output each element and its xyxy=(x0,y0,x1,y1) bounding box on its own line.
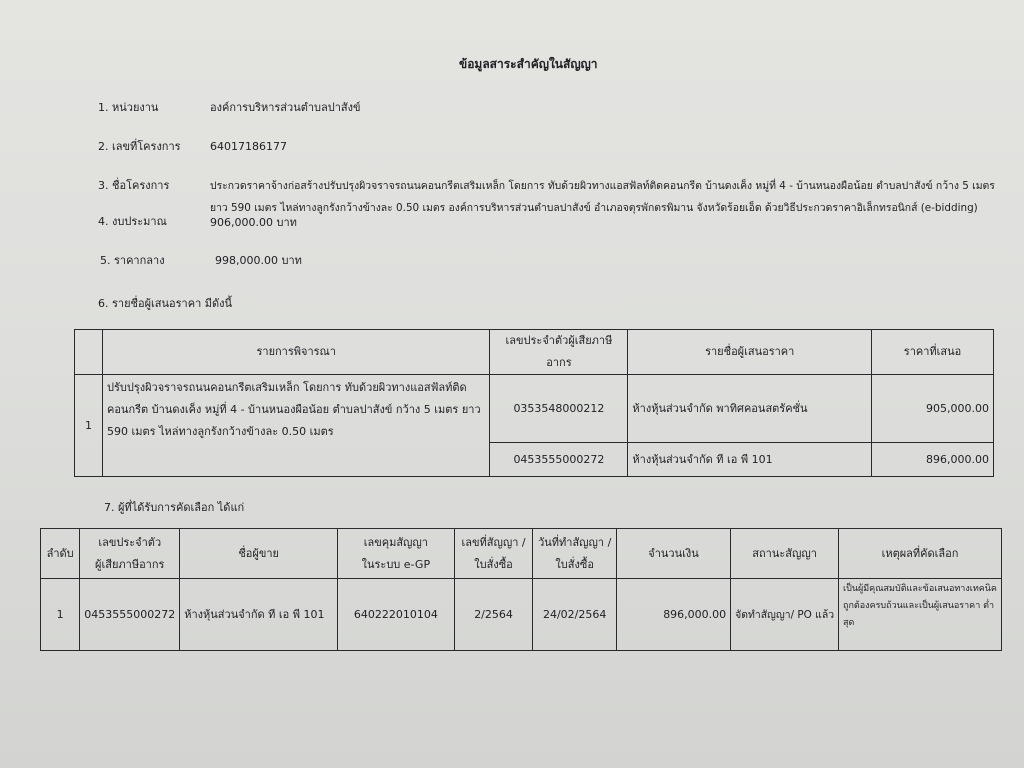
winner-contract-number: 2/2564 xyxy=(454,579,533,651)
item-description-line: 590 เมตร ไหล่ทางลูกรังกว้างข้างละ 0.50 เมตร xyxy=(106,425,334,438)
header-contract-date xyxy=(533,529,616,579)
field-value-project-name-line1: ประกวดราคาจ้างก่อสร้างปรับปรุงผิวจราจรถนนคอนกรีตเสริมเหล็ก โดยการ ทับด้วยผิวทางแอสฟัลท์ติดคอนกรีต บ้านดงเค็ง หมู่ที่ 4 - บ้านหนองผือน้อย ตำบลปาสังข์ กว้าง 5 เมตร xyxy=(210,180,995,192)
header-tax-id: เลขประจำตัวผู้เสียภาษีอากร xyxy=(490,330,628,375)
bidder-price: 896,000.00 xyxy=(872,443,994,477)
header-status: สถานะสัญญา xyxy=(731,529,839,579)
field-value-project-number: 64017186177 xyxy=(210,140,287,153)
winner-amount: 896,000.00 xyxy=(616,579,730,651)
bidder-name: ห้างหุ้นส่วนจำกัด ที เอ พี 101 xyxy=(628,443,872,477)
winner-table xyxy=(40,528,1002,651)
item-number: 1 xyxy=(75,375,103,477)
header-line: เลขที่สัญญา / xyxy=(461,535,526,549)
header-sequence: ลำดับ xyxy=(41,529,80,579)
header-item: รายการพิจารณา xyxy=(102,330,490,375)
bidder-tax-id: 0453555000272 xyxy=(490,443,628,477)
header-blank-cell xyxy=(75,330,103,375)
winner-tax-id: 0453555000272 xyxy=(80,579,180,651)
bidders-table-header xyxy=(75,330,994,375)
winner-contract-egp: 640222010104 xyxy=(338,579,455,651)
field-value-project-name-line2: ยาว 590 เมตร ไหล่ทางลูกรังกว้างข้างละ 0.50 เมตร องค์การบริหารส่วนตำบลปาสังข์ อำเภอจตุรพักตรพิมาน จังหวัดร้อยเอ็ด ด้วยวิธีประกวดราคาอิเล็กทรอนิกส์ (e-bidding) xyxy=(210,202,978,214)
winner-heading: 7. ผู้ที่ได้รับการคัดเลือก ได้แก่ xyxy=(104,501,245,514)
header-bidder-name: รายชื่อผู้เสนอราคา xyxy=(628,330,872,375)
table-row xyxy=(75,375,994,443)
header-line: ในระบบ e-GP xyxy=(361,557,431,571)
field-label-project-number: 2. เลขที่โครงการ xyxy=(98,140,181,153)
field-label-project-name: 3. ชื่อโครงการ xyxy=(98,179,170,192)
winner-contract-date: 24/02/2564 xyxy=(533,579,616,651)
field-label-median-price: 5. ราคากลาง xyxy=(100,254,165,267)
reason-line: เป็นผู้มีคุณสมบัติและข้อเสนอทางเทคนิค xyxy=(843,584,997,594)
header-line: วันที่ทำสัญญา / xyxy=(538,535,612,549)
header-contract-egp xyxy=(338,529,455,579)
header-seller: ชื่อผู้ขาย xyxy=(180,529,338,579)
header-amount: จำนวนเงิน xyxy=(616,529,730,579)
winner-table-header xyxy=(41,529,1002,579)
header-line: ผู้เสียภาษีอากร xyxy=(95,557,165,571)
field-label-budget: 4. งบประมาณ xyxy=(98,215,167,228)
bidder-tax-id: 0353548000212 xyxy=(490,375,628,443)
item-description-line: คอนกรีต บ้านดงเค็ง หมู่ที่ 4 - บ้านหนองผือน้อย ตำบลปาสังข์ กว้าง 5 เมตร ยาว xyxy=(106,403,481,416)
header-line: เลขคุมสัญญา xyxy=(363,535,428,549)
document-title: ข้อมูลสาระสำคัญในสัญญา xyxy=(459,57,598,71)
table-row xyxy=(41,579,1002,651)
field-value-median-price: 998,000.00 บาท xyxy=(215,254,302,267)
header-line: ใบสั่งซื้อ xyxy=(474,557,513,571)
header-tax-id xyxy=(80,529,180,579)
item-description xyxy=(102,375,490,477)
winner-seller: ห้างหุ้นส่วนจำกัด ที เอ พี 101 xyxy=(180,579,338,651)
bidder-price: 905,000.00 xyxy=(872,375,994,443)
header-offer-price: ราคาที่เสนอ xyxy=(872,330,994,375)
header-line: เลขประจำตัว xyxy=(98,535,162,549)
bidder-name: ห้างหุ้นส่วนจำกัด พาทิศคอนสตรัคชั่น xyxy=(628,375,872,443)
item-description-line: ปรับปรุงผิวจราจรถนนคอนกรีตเสริมเหล็ก โดยการ ทับด้วยผิวทางแอสฟัลท์ติด xyxy=(106,381,467,394)
winner-reason xyxy=(839,579,1002,651)
reason-line: สุด xyxy=(843,618,855,628)
bidders-heading: 6. รายชื่อผู้เสนอราคา มีดังนี้ xyxy=(98,297,233,310)
field-value-budget: 906,000.00 บาท xyxy=(210,216,297,229)
header-reason: เหตุผลที่คัดเลือก xyxy=(839,529,1002,579)
bidders-table xyxy=(74,329,994,477)
field-label-agency: 1. หน่วยงาน xyxy=(98,101,159,114)
header-line: ใบสั่งซื้อ xyxy=(555,557,594,571)
winner-status: จัดทำสัญญา/ PO แล้ว xyxy=(731,579,839,651)
field-value-agency: องค์การบริหารส่วนตำบลปาสังข์ xyxy=(210,101,361,114)
winner-sequence: 1 xyxy=(41,579,80,651)
reason-line: ถูกต้องครบถ้วนและเป็นผู้เสนอราคา ต่ำ xyxy=(843,601,995,611)
header-contract-number xyxy=(454,529,533,579)
